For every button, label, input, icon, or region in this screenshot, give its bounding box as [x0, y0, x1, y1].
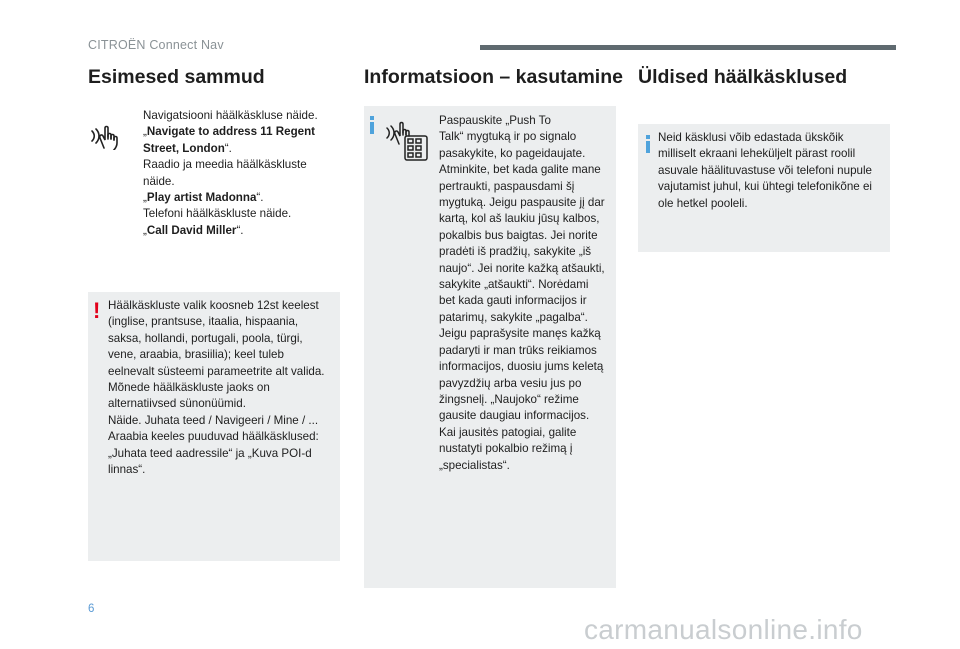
- info-line: pertraukti, paspausdami šį: [439, 179, 575, 193]
- col3-heading: Üldised häälkäsklused: [638, 66, 848, 88]
- info-line: Paspauskite „Push To: [439, 114, 551, 127]
- info-icon: [646, 141, 650, 153]
- warning-line: (inglise, prantsuse, itaalia, hispaania,: [108, 315, 299, 329]
- info-line: naujo“. Jei norite kažką atšaukti,: [439, 261, 605, 275]
- voice-examples: [143, 108, 333, 239]
- info-icon-dot: [370, 116, 374, 120]
- voice-command-icon: [88, 118, 128, 150]
- warning-line: „Juhata teed aadressile“ ja „Kuva POI-d: [108, 446, 312, 460]
- warning-line: saksa, hollandi, portugali, poola, türgi,: [108, 331, 303, 345]
- info-line: sakykite „atšaukti“. Norėdami: [439, 278, 589, 292]
- warning-line: Häälkäskluste valik koosneb 12st keelest: [108, 299, 319, 312]
- voice-example-intro: Telefoni häälkäskluste näide.: [143, 207, 292, 221]
- warning-line: vene, araabia, brasiilia); keel tuleb: [108, 348, 284, 362]
- warning-line: eelnevalt süsteemi parameetrite alt valida.: [108, 364, 325, 378]
- info-line: „specialistas“.: [439, 458, 510, 472]
- info-text: [439, 113, 615, 474]
- voice-example-media: [143, 157, 333, 206]
- page-number: 6: [88, 603, 95, 615]
- info-line: Talk“ mygtuką ir po signalo: [439, 130, 577, 144]
- voice-command-text: Call David Miller: [146, 223, 237, 237]
- info-line: kartą, kol aš laukiu jūsų kalbos,: [439, 212, 600, 226]
- info-line: pavyzdžių arba vesiu jus po: [439, 376, 582, 390]
- voice-example-intro: Navigatsiooni häälkäskluse näide.: [143, 109, 318, 122]
- header-bar: [480, 45, 896, 50]
- general-line: ole hetkel pooleli.: [658, 196, 748, 210]
- quote-close: “.: [256, 191, 264, 205]
- col2-heading: Informatsioon – kasutamine: [364, 66, 623, 88]
- voice-example-intro: Raadio ja meedia häälkäskluste näide.: [143, 158, 307, 188]
- quote-open: „: [143, 223, 147, 237]
- voice-example-phone: [143, 206, 333, 239]
- info-line: patarimų, sakykite „pagalba“.: [439, 310, 588, 324]
- info-line: pradėti iš pradžių, sakykite „iš: [439, 245, 592, 259]
- info-line: Jeigu paprašysite manęs kažką: [439, 327, 601, 341]
- info-line: gausite daugiau informacijos.: [439, 409, 590, 423]
- general-commands-text: [658, 130, 888, 212]
- info-icon-dot: [646, 135, 650, 139]
- info-line: bet kada gauti informacijos ir: [439, 294, 587, 308]
- header-brand: CITROËN Connect Nav: [88, 38, 224, 52]
- info-line: mygtuką. Jeigu paspausite jį dar: [439, 196, 605, 210]
- col1-heading: Esimesed sammud: [88, 66, 265, 88]
- watermark: carmanualsonline.info: [584, 614, 863, 645]
- push-to-talk-icon: [383, 118, 431, 162]
- warning-line: Mõnede häälkäskluste jaoks on: [108, 381, 270, 395]
- info-line: padaryti ir man trūks reikiamos: [439, 343, 597, 357]
- info-icon: [370, 122, 374, 134]
- general-line: milliselt ekraani leheküljelt pärast roolil: [658, 147, 856, 161]
- voice-command-text: Navigate to address 11 Regent Street, London: [143, 125, 316, 155]
- quote-close: “.: [236, 223, 244, 237]
- warning-line: linnas“.: [108, 463, 146, 477]
- voice-command-text: Play artist Madonna: [146, 191, 257, 205]
- warning-line: Näide. Juhata teed / Navigeeri / Mine / ...: [108, 413, 319, 427]
- info-line: nustatyti pokalbio režimą į: [439, 442, 573, 456]
- info-line: informacijos, duosiu jums keletą: [439, 360, 604, 374]
- general-line: vajutamist juhul, kui ühtegi telefonikõne ei: [658, 180, 872, 194]
- quote-open: „: [143, 191, 147, 205]
- warning-line: Araabia keeles puuduvad häälkäsklused:: [108, 430, 319, 444]
- info-line: pokalbis bus baigtas. Jei norite: [439, 228, 598, 242]
- info-line: žingsnelį. „Naujoko“ režime: [439, 392, 579, 406]
- info-line: Atminkite, bet kada galite mane: [439, 163, 601, 177]
- quote-close: “.: [224, 141, 232, 155]
- quote-open: „: [143, 125, 147, 139]
- general-line: asuvale häälituvastuse või telefoni nupule: [658, 163, 872, 177]
- warning-icon: !: [93, 298, 101, 323]
- warning-line: alternatiivsed sünonüümid.: [108, 397, 246, 411]
- general-line: Neid käsklusi võib edastada ükskõik: [658, 131, 844, 144]
- warning-text: [108, 298, 338, 478]
- info-line: Kai jausitės patogiai, galite: [439, 425, 577, 439]
- voice-example-nav: [143, 108, 333, 157]
- info-line: pasakykite, ko pageidaujate.: [439, 146, 586, 160]
